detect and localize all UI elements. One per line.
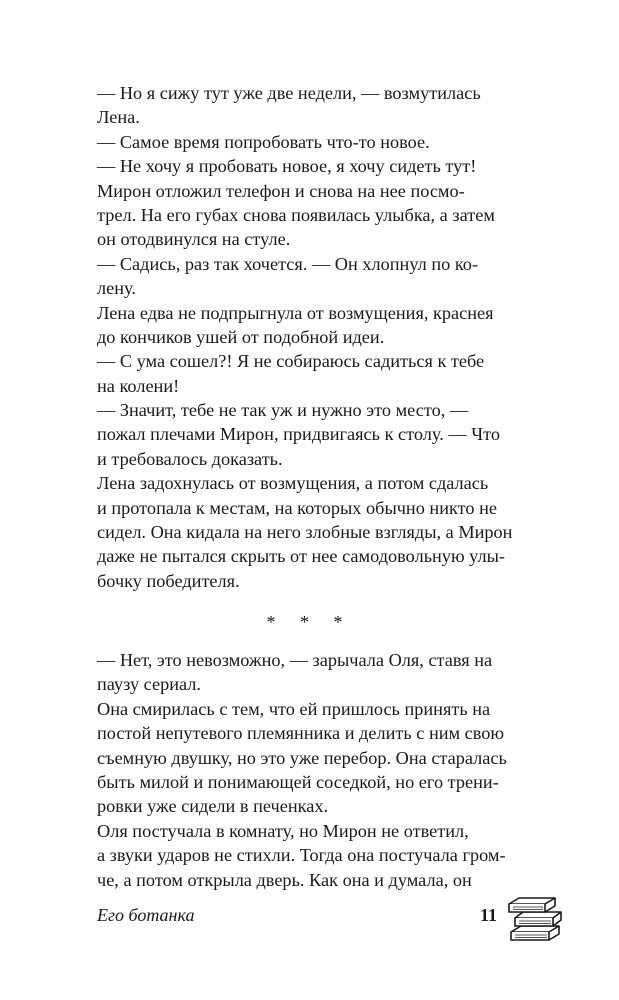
text-line: Оля постучала в комнату, но Мирон не ответил,	[97, 820, 469, 841]
text-line: пожал плечами Мирон, придвигаясь к столу. — Что	[97, 424, 500, 445]
text-line: — Но я сижу тут уже две недели, — возмутилась	[97, 83, 481, 103]
text-line: Лена задохнулась от возмущения, а потом сдалась	[97, 473, 489, 494]
text-line: Лена.	[97, 107, 140, 128]
text-line: сидел. Она кидала на него злобные взгляды, а Мирон	[97, 522, 513, 543]
text-line: паузу сериал.	[97, 674, 202, 695]
page-number: 11	[480, 905, 498, 925]
text-line: че, а потом открыла дверь. Как она и думала, он	[97, 869, 472, 890]
text-line: ровки уже сидели в печенках.	[97, 796, 329, 817]
text-line: и требовалось доказать.	[97, 448, 283, 469]
text-line: Лена едва не подпрыгнула от возмущения, краснея	[97, 302, 494, 323]
books-stack-icon	[505, 888, 565, 948]
text-line: — Значит, тебе не так уж и нужно это место, —	[97, 400, 469, 421]
section-separator: * * *	[266, 612, 353, 632]
text-line: лену.	[97, 278, 136, 299]
text-line: быть милой и понимающей соседкой, но его трени-	[97, 771, 499, 792]
text-line: — Самое время попробовать что-то новое.	[97, 131, 430, 152]
running-footer-title: Его ботанка	[97, 905, 195, 925]
text-line: Мирон отложил телефон и снова на нее посмо-	[97, 180, 465, 201]
text-line: он отодвинулся на стуле.	[97, 229, 291, 250]
text-line: постой непутевого племянника и делить с ним свою	[97, 723, 505, 744]
text-line: — Нет, это невозможно, — зарычала Оля, ставя на	[97, 650, 493, 670]
text-line: на колени!	[97, 375, 180, 396]
text-line: даже не пытался скрыть от нее самодовольную улы-	[97, 546, 506, 567]
text-line: и протопала к местам, на которых обычно никто не	[97, 497, 497, 518]
text-line: до кончиков ушей от подобной идеи.	[97, 326, 385, 347]
text-line: бочку победителя.	[97, 570, 240, 591]
text-line: — С ума сошел?! Я не собираюсь садиться к тебе	[97, 351, 485, 372]
text-line: — Не хочу я пробовать новое, я хочу сидеть тут!	[97, 156, 477, 177]
text-line: Она смирилась с тем, что ей пришлось принять на	[97, 698, 491, 719]
text-block-second	[97, 648, 505, 892]
text-block-first	[97, 81, 513, 593]
text-line: съемную двушку, но это уже перебор. Она старалась	[97, 747, 507, 768]
text-line: — Садись, раз так хочется. — Он хлопнул по ко-	[97, 253, 479, 274]
text-line: а звуки ударов не стихли. Тогда она постучала гром-	[97, 845, 506, 866]
text-line: трел. На его губах снова появилась улыбка, а затем	[97, 204, 495, 225]
